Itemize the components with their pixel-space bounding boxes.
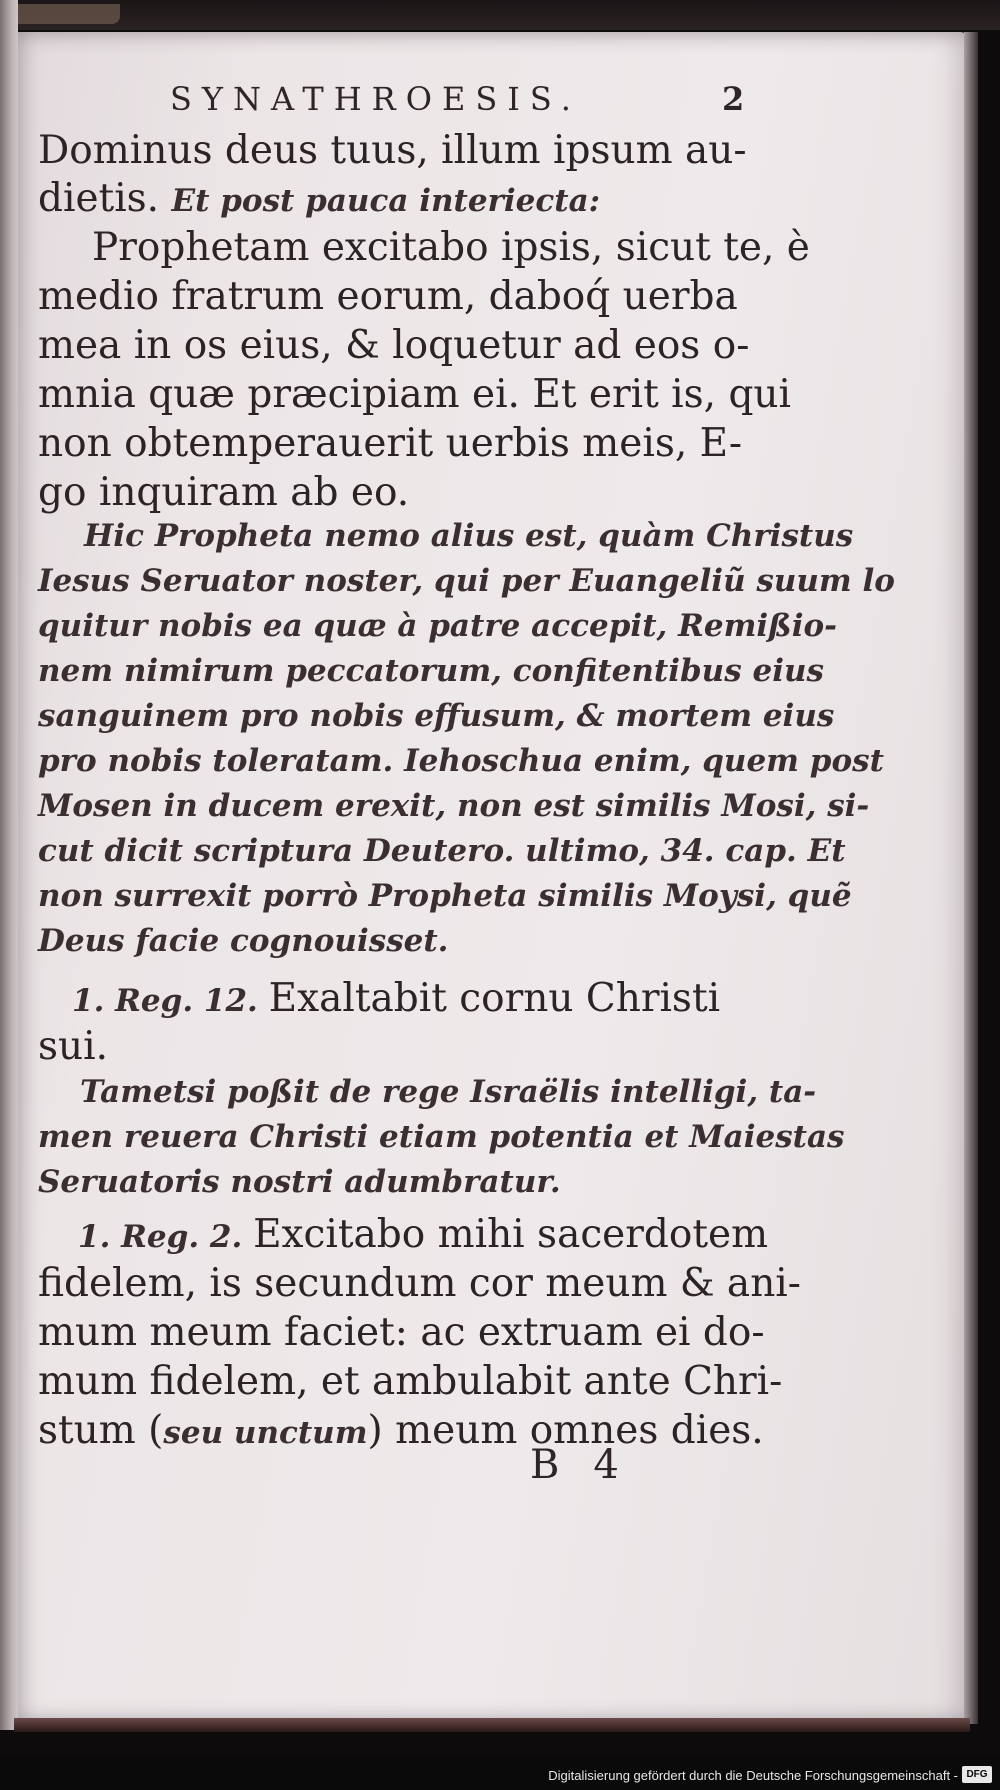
book-spine — [0, 0, 18, 1730]
commentary-line: quitur nobis ea quæ à patre accepit, Remißio- — [38, 608, 838, 644]
scripture-reference: 1. Reg. 12. — [72, 983, 269, 1019]
italic-note: Et post pauca interiecta: — [171, 183, 601, 219]
text-fragment: stum ( — [38, 1408, 164, 1453]
commentary-line: Iesus Seruator noster, qui per Euangeliũ suum lo — [38, 563, 895, 599]
text-line: fidelem, is secundum cor meum & ani- — [38, 1261, 801, 1306]
dfg-logo: DFG — [962, 1766, 992, 1783]
footer-credit: Digitalisierung gefördert durch die Deutsche Forschungsgemeinschaft - — [548, 1768, 958, 1783]
signature-number: 4 — [593, 1442, 619, 1488]
text-line: medio fratrum eorum, daboq́ uerba — [38, 274, 738, 319]
text-fragment: ) meum omnes dies. — [367, 1408, 764, 1453]
text-line: non obtemperauerit uerbis meis, E- — [38, 421, 743, 466]
page-bottom-edge — [14, 1718, 970, 1732]
text-line: mnia quæ præcipiam ei. Et erit is, qui — [38, 372, 791, 417]
text-line — [38, 176, 750, 221]
text-line: mum meum faciet: ac extruam ei do- — [38, 1310, 765, 1355]
page-right-edge — [964, 32, 978, 1724]
text-line: go inquiram ab eo. — [38, 470, 410, 515]
text-line — [38, 1408, 764, 1453]
commentary-line: Hic Propheta nemo alius est, quàm Christus — [84, 518, 854, 554]
text-line: mum fidelem, et ambulabit ante Chri- — [38, 1359, 783, 1404]
commentary-line: men reuera Christi etiam potentia et Maiestas — [38, 1119, 845, 1155]
scripture-reference: 1. Reg. 2. — [78, 1219, 254, 1255]
signature-letter: B — [530, 1442, 560, 1488]
text-line — [72, 976, 784, 1021]
commentary-line: pro nobis toleratam. Iehoschua enim, quem post — [38, 743, 884, 779]
commentary-line: Seruatoris nostri adumbratur. — [38, 1164, 561, 1200]
text-line: Prophetam excitabo ipsis, sicut te, è — [92, 225, 810, 270]
commentary-line: sanguinem pro nobis effusum, & mortem eius — [38, 698, 835, 734]
text-line: mea in os eius, & loquetur ad eos o- — [38, 323, 750, 368]
top-tab-marker — [0, 4, 120, 24]
running-head: SYNATHROESIS. — [170, 80, 581, 118]
top-background-strip — [0, 0, 1000, 30]
text-fragment: dietis. — [38, 176, 172, 221]
text-line: sui. — [38, 1024, 109, 1069]
italic-gloss: seu unctum — [163, 1415, 368, 1451]
commentary-line: Tametsi poßit de rege Israëlis intelligi, ta- — [80, 1074, 817, 1110]
folio-number: 2 — [722, 80, 745, 118]
commentary-line: Deus facie cognouisset. — [38, 923, 449, 959]
text-fragment: Exaltabit cornu Christi — [268, 976, 721, 1021]
commentary-line: Mosen in ducem erexit, non est similis Mosi, si- — [38, 788, 870, 824]
text-line: Dominus deus tuus, illum ipsum au- — [38, 128, 747, 173]
commentary-line: non surrexit porrò Propheta similis Moysi, quẽ — [38, 878, 852, 914]
signature-mark — [530, 1442, 619, 1488]
commentary-line: cut dicit scriptura Deutero. ultimo, 34. cap. Et — [38, 833, 846, 869]
commentary-line: nem nimirum peccatorum, confitentibus eius — [38, 653, 824, 689]
text-line — [78, 1212, 790, 1257]
text-fragment: Excitabo mihi sacerdotem — [253, 1212, 769, 1257]
